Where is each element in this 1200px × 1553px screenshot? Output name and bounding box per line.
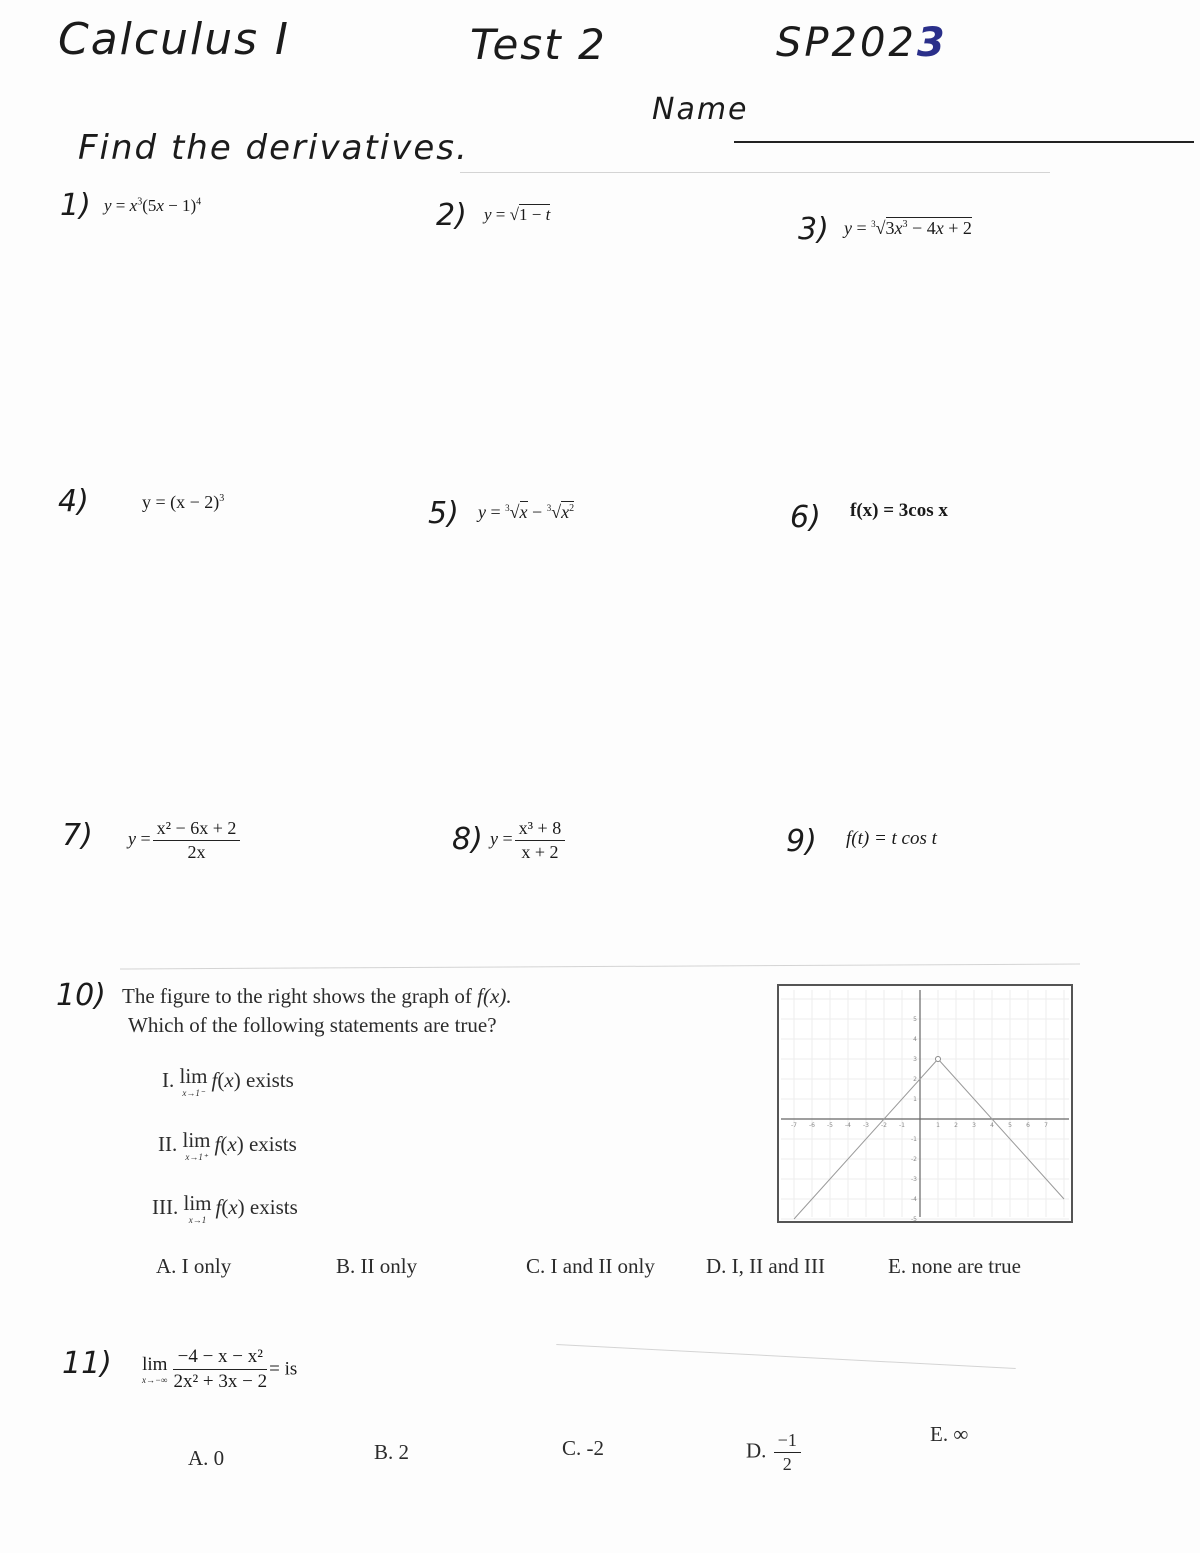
x-tick-label: 2 xyxy=(954,1122,958,1129)
problem-5-number: 5) xyxy=(428,496,459,531)
problem-11-denominator: 2x² + 3x − 2 xyxy=(173,1371,268,1392)
problem-7-number: 7) xyxy=(62,818,93,853)
y-tick-label: -4 xyxy=(911,1196,917,1203)
problem-8-number: 8) xyxy=(452,822,483,857)
problem-9-number: 9) xyxy=(786,824,817,859)
q10-choice-e[interactable]: E. none are true xyxy=(888,1254,1021,1278)
problem-1-number: 1) xyxy=(60,188,91,223)
problem-11-tail: = is xyxy=(269,1358,298,1380)
problem-7-expr: y = $\frac{\text{x² − 6x + 2}}{2x}$ xyxy=(128,818,242,863)
q10-choice-d[interactable]: D. I, II and III xyxy=(706,1254,825,1278)
y-tick-label: 5 xyxy=(913,1016,917,1023)
y-tick-label: -1 xyxy=(911,1136,917,1143)
graph-right-branch xyxy=(938,1059,1064,1199)
statement-1-label: I. xyxy=(162,1067,175,1092)
x-tick-label: -2 xyxy=(881,1122,887,1129)
lim-word: lim xyxy=(179,1064,208,1088)
q11-choice-b[interactable]: B. 2 xyxy=(374,1440,410,1464)
q11-d-numerator: −1 xyxy=(774,1430,801,1453)
lim-sub: x→1⁺ xyxy=(185,1152,208,1162)
problem-2-number: 2) xyxy=(436,198,467,233)
problem-3-number: 3) xyxy=(798,212,829,247)
x-tick-label: -7 xyxy=(791,1122,797,1129)
x-tick-label: -1 xyxy=(899,1122,905,1129)
problem-8-expr: y = $\frac{\text{x³ + 8}}{x + 2}$ xyxy=(490,818,567,863)
problem-10-number: 10) xyxy=(56,978,106,1013)
problem-6-expr: f(x) = 3cos x xyxy=(850,500,948,521)
x-tick-label: -3 xyxy=(863,1122,869,1129)
faint-line xyxy=(556,1344,1015,1369)
x-tick-label: 3 xyxy=(972,1122,976,1129)
problem-4-base: y = (x − 2) xyxy=(142,492,220,512)
statement-1-tail: exists xyxy=(245,1067,294,1092)
problem-11-number: 11) xyxy=(62,1346,112,1381)
q10-line1 xyxy=(122,984,512,1009)
statement-2-tail: exists xyxy=(248,1131,297,1156)
q10-choice-b[interactable]: B. II only xyxy=(336,1254,418,1278)
problem-9-expr: f(t) = t cos t xyxy=(846,828,937,849)
statement-3-label: III. xyxy=(152,1194,179,1219)
q10-choice-a[interactable]: A. I only xyxy=(156,1254,232,1278)
problem-11-numerator: −4 − x − x² xyxy=(173,1346,267,1370)
lim-sub: x→−∞ xyxy=(142,1374,168,1385)
graph-figure xyxy=(777,984,1073,1223)
term-suffix: 3 xyxy=(916,20,948,66)
y-tick-label: -5 xyxy=(911,1216,917,1221)
q11-choice-e[interactable]: E. ∞ xyxy=(930,1422,969,1446)
name-line[interactable] xyxy=(734,141,1194,143)
x-tick-label: 1 xyxy=(936,1122,940,1129)
x-tick-label: -4 xyxy=(845,1122,851,1129)
y-tick-label: 4 xyxy=(913,1036,917,1043)
y-tick-label: -3 xyxy=(911,1176,917,1183)
graph-svg xyxy=(779,986,1071,1221)
y-tick-label: 2 xyxy=(913,1076,917,1083)
problem-8-numerator: x³ + 8 xyxy=(515,818,566,841)
statement-3-tail: exists xyxy=(249,1194,298,1219)
x-tick-label: -5 xyxy=(827,1122,833,1129)
term-prefix: SP202 xyxy=(776,20,917,66)
x-tick-label: 4 xyxy=(990,1122,994,1129)
test-title: Test 2 xyxy=(470,20,607,69)
faint-line xyxy=(460,172,1050,173)
problem-2-expr: y = √1 − t xyxy=(484,205,551,224)
q11-choice-a[interactable]: A. 0 xyxy=(188,1446,225,1470)
problem-7-denominator: 2x xyxy=(187,842,206,862)
problem-5-expr: $y = ^3√x - ^3√x^2$ xyxy=(478,502,575,522)
lim-sub: x→1⁻ xyxy=(182,1088,205,1098)
q10-statement-1: I. lim x→1⁻ f(x) exists xyxy=(162,1064,294,1098)
term-label xyxy=(776,20,948,66)
y-tick-label: 1 xyxy=(913,1096,917,1103)
name-label: Name xyxy=(652,92,749,127)
problem-6-number: 6) xyxy=(790,500,821,535)
q10-choice-c[interactable]: C. I and II only xyxy=(526,1254,655,1278)
q10-statement-2: II. lim x→1⁺ f(x) exists xyxy=(158,1128,297,1162)
q10-line2: Which of the following statements are true? xyxy=(128,1013,497,1037)
q11-d-denominator: 2 xyxy=(782,1454,792,1474)
lim-sub: x→1 xyxy=(188,1215,207,1225)
lim-word: lim xyxy=(142,1353,168,1375)
x-tick-label: -6 xyxy=(809,1122,815,1129)
x-tick-label: 6 xyxy=(1026,1122,1030,1129)
q11-choice-d-label: D. xyxy=(746,1438,767,1463)
course-title: Calculus I xyxy=(58,14,290,65)
q11-choice-c[interactable]: C. -2 xyxy=(562,1436,604,1460)
q11-choice-d[interactable] xyxy=(746,1430,803,1475)
q10-statement-3: III. lim x→1 f(x) exists xyxy=(152,1191,298,1225)
q10-line1-text: The figure to the right shows the graph of xyxy=(122,984,472,1008)
problem-8-denominator: x + 2 xyxy=(521,842,559,862)
y-tick-label: -2 xyxy=(911,1156,917,1163)
q10-fx: f(x). xyxy=(477,984,512,1008)
instruction: Find the derivatives. xyxy=(78,128,469,168)
faint-line xyxy=(120,963,1080,969)
y-tick-label: 3 xyxy=(913,1056,917,1063)
problem-7-numerator: x² − 6x + 2 xyxy=(153,818,241,841)
problem-4-expr xyxy=(142,492,224,513)
problem-1-expr: $y = x^3(5x - 1)^4$ xyxy=(104,196,202,215)
problem-3-expr: $y = ^3√3x^3 - 4x + 2$ xyxy=(844,218,972,238)
x-tick-label: 5 xyxy=(1008,1122,1012,1129)
problem-4-exponent: 3 xyxy=(219,493,225,504)
problem-4-number: 4) xyxy=(58,484,89,519)
open-circle xyxy=(936,1057,941,1062)
problem-11-expr xyxy=(142,1346,297,1393)
lim-word: lim xyxy=(182,1128,211,1152)
x-tick-label: 7 xyxy=(1044,1122,1048,1129)
lim-word: lim xyxy=(183,1191,212,1215)
statement-2-label: II. xyxy=(158,1131,178,1156)
